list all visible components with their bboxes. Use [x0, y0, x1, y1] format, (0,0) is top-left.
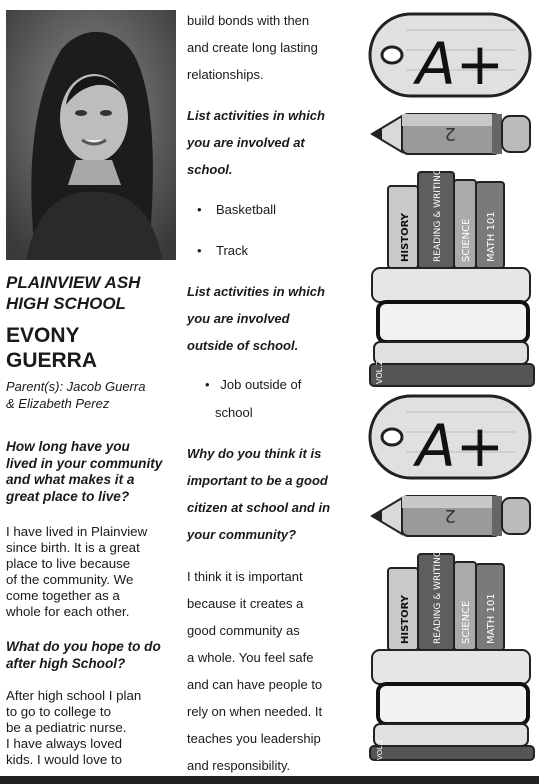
pencil-icon	[372, 114, 530, 154]
book-label: READING & WRITING	[433, 168, 443, 262]
answer-line: because it creates a	[187, 596, 304, 611]
answer-line: I have always loved	[6, 736, 123, 751]
question-line: great place to live?	[6, 488, 130, 504]
activity-label: school	[215, 405, 253, 420]
answer-line: rely on when needed. It	[187, 704, 323, 719]
answer-line: since birth. It is a great	[6, 540, 140, 555]
answer-line: and create long lasting	[187, 40, 318, 55]
answer-line: come together as a	[6, 588, 120, 603]
question-line: after high School?	[6, 655, 126, 671]
question-line: you are involved	[187, 311, 290, 326]
question-2	[6, 639, 178, 672]
art-set-2	[370, 396, 534, 760]
question-line: What do you hope to do	[6, 639, 161, 654]
books-icon	[370, 550, 534, 760]
parents-line: Parent(s): Jacob Guerra	[6, 379, 146, 394]
activity-label: Track	[216, 243, 249, 258]
book-label: SCIENCE	[461, 600, 472, 644]
book-label: MATH 101	[486, 593, 497, 644]
answer-line: relationships.	[187, 67, 264, 82]
question-line: outside of school.	[187, 338, 299, 353]
book-label: SCIENCE	[461, 218, 472, 262]
art-set-1	[370, 14, 534, 386]
book-label: READING & WRITING	[433, 550, 443, 644]
parents	[6, 378, 178, 412]
activity-label: Job outside of	[220, 377, 302, 392]
answer-line: and can have people to	[187, 677, 323, 692]
answer-line: After high school I plan	[6, 688, 142, 703]
list-item: • Track	[197, 243, 249, 258]
pencil-icon	[372, 496, 530, 536]
book-label: MATH 101	[486, 211, 497, 262]
list-item: • Job outside of	[205, 377, 302, 392]
answer-line: a whole. You feel safe	[187, 650, 314, 665]
question-line: important to be a good	[187, 473, 328, 488]
pencil-number: 2	[444, 505, 456, 526]
school-name: PLAINVIEW ASH HIGH SCHOOL	[6, 273, 141, 313]
bottom-border	[0, 776, 539, 784]
question-line: lived in your community	[6, 455, 163, 471]
question-line: school.	[187, 162, 233, 177]
book-volume-label: VOL.2	[375, 360, 384, 384]
answer-1	[6, 524, 178, 620]
grade-text: A+	[416, 30, 505, 98]
answer-line: build bonds with then	[187, 13, 310, 28]
answer-line: and responsibility.	[187, 758, 291, 773]
student-last-name: GUERRA	[6, 349, 98, 372]
portrait-image	[6, 10, 176, 260]
answer-line: kids. I would love to	[6, 752, 123, 767]
question-line: and what makes it a	[6, 472, 135, 487]
answer-line: be a pediatric nurse.	[6, 720, 127, 735]
answer-line: of the community. We	[6, 572, 134, 587]
list-item: • Basketball	[197, 202, 276, 217]
answer-line: place to live because	[6, 556, 131, 571]
question-line: your community?	[187, 527, 297, 542]
answer-line: teaches you leadership	[187, 731, 321, 746]
books-icon	[370, 168, 534, 386]
question-line: you are involved at	[187, 135, 305, 150]
parents-line: & Elizabeth Perez	[6, 396, 110, 411]
answer-line: to go to college to	[6, 704, 111, 719]
grade-text: A+	[416, 412, 505, 480]
pencil-number: 2	[444, 123, 456, 144]
student-first-name: EVONY	[6, 324, 80, 347]
answer-line: whole for each other.	[6, 604, 130, 619]
book-label: HISTORY	[400, 594, 411, 644]
question-line: citizen at school and in	[187, 500, 331, 515]
book-label: HISTORY	[400, 212, 411, 262]
book-volume-label: VOL.2	[376, 739, 384, 760]
question-line: Why do you think it is	[187, 446, 322, 461]
school-clipart	[366, 0, 536, 784]
answer-line: I think it is important	[187, 569, 303, 584]
student-photo	[6, 10, 176, 260]
student-name	[6, 323, 178, 373]
question-line: List activities in which	[187, 108, 325, 123]
question-1	[6, 439, 178, 505]
answer-line: good community as	[187, 623, 300, 638]
answer-line: I have lived in Plainview	[6, 524, 148, 539]
question-line: How long have you	[6, 439, 130, 454]
answer-2	[6, 688, 178, 768]
activity-label: Basketball	[216, 202, 276, 217]
question-line: List activities in which	[187, 284, 325, 299]
